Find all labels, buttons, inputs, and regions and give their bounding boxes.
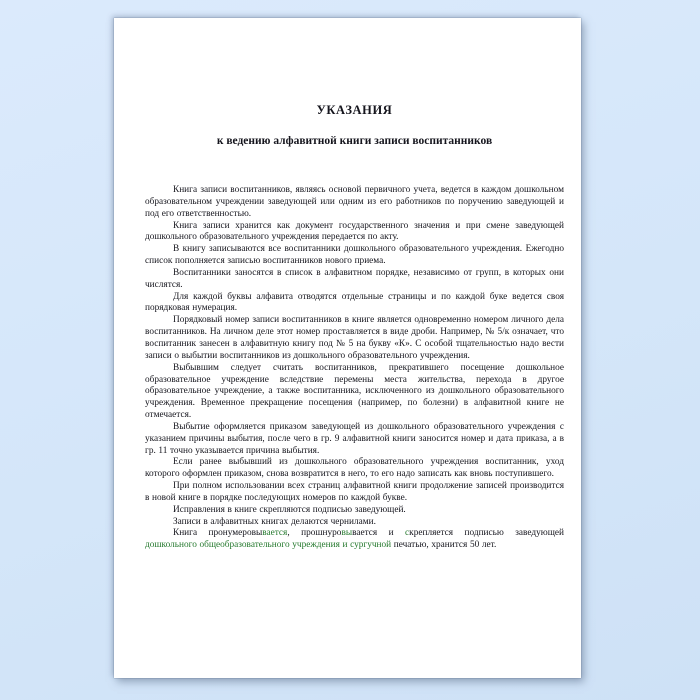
document-subtitle: к ведению алфавитной книги записи воспитанников (216, 135, 493, 147)
paragraph: При полном использовании всех страниц алфавитной книги продолжение записей производится в новой книге в порядке последующих номеров по каждой букве. (145, 481, 564, 503)
paragraph: Исправления в книге скрепляются подписью заведующей. (173, 504, 406, 515)
text-segment: вается и (352, 528, 406, 539)
text-segment: печатью, хранится 50 лет. (391, 540, 497, 551)
text-segment: , прошнуро (287, 528, 342, 539)
paragraph: Порядковый номер записи воспитанников в книге является одновременно номером личного дела воспитанников. На личном деле этот номер проставляется в виде дроби. Например, № 5/к означает, что воспитанник занесен в алфавитную книгу под № 5 на букву «К». С особой тщательностью надо вести записи о выбытии воспитанников из дошкольного образовательного учреждения. (145, 315, 564, 361)
paragraph: Книга записи хранится как документ государственного значения и при смене заведующей дошкольного образовательного учреждения передается по акту. (145, 220, 564, 243)
paragraph: Выбытие оформляется приказом заведующей из дошкольного образовательного учреждения с указанием причины выбытия, после чего в гр. 9 алфавитной книги заносится номер и дата приказа, а в гр. 11 точно указывается причина выбытия. (145, 421, 564, 456)
paragraph: Книга записи воспитанников, являясь основой первичного учета, ведется в каждом дошкольном образовательном учреждении заведующей или одним из его работников по поручению заведующей и под его ответственностью. (145, 185, 564, 219)
document-page (114, 18, 581, 678)
green-text-segment: с (405, 528, 410, 539)
paragraph: Воспитанники заносятся в список в алфавитном порядке, независимо от групп, в которых они числятся. (145, 267, 564, 290)
paragraph-final (145, 528, 564, 552)
paragraph: Выбывшим следует считать воспитанников, прекратившего посещение дошкольное образовательное учреждение вследствие перемены места жительства, перехода в другое образовательное учреждение, а также воспитанника, исключенного из дошкольного образовательного учреждения. Временное прекращение посещения (например, по болезни) в алфавитной книге не отмечается. (145, 362, 564, 421)
document-body (145, 185, 564, 552)
paragraph: В книгу записываются все воспитанники дошкольного образовательного учреждения. Ежегодно список пополняется записью воспитанников нового приема. (145, 244, 564, 267)
text-segment: Книга пронумеровы (173, 528, 263, 539)
document-title: УКАЗАНИЯ (316, 103, 393, 117)
paragraph: Записи в алфавитных книгах делаются чернилами. (173, 516, 376, 527)
paragraph: Для каждой буквы алфавита отводятся отдельные страницы и по каждой буке ведется своя порядковая нумерация. (145, 291, 564, 314)
text-segment: крепляется подписью заведующей (409, 528, 564, 539)
paragraph: Если ранее выбывший из дошкольного образовательного учреждения воспитанник, уход которого оформлен приказом, снова возвратится в него, то его надо записать как вновь поступившего. (145, 457, 564, 480)
green-text-segment: вы (341, 528, 353, 539)
green-text-segment: вается (262, 528, 288, 539)
green-text-segment: дошкольного общеобразовательного учреждения и сургучной (145, 540, 392, 551)
